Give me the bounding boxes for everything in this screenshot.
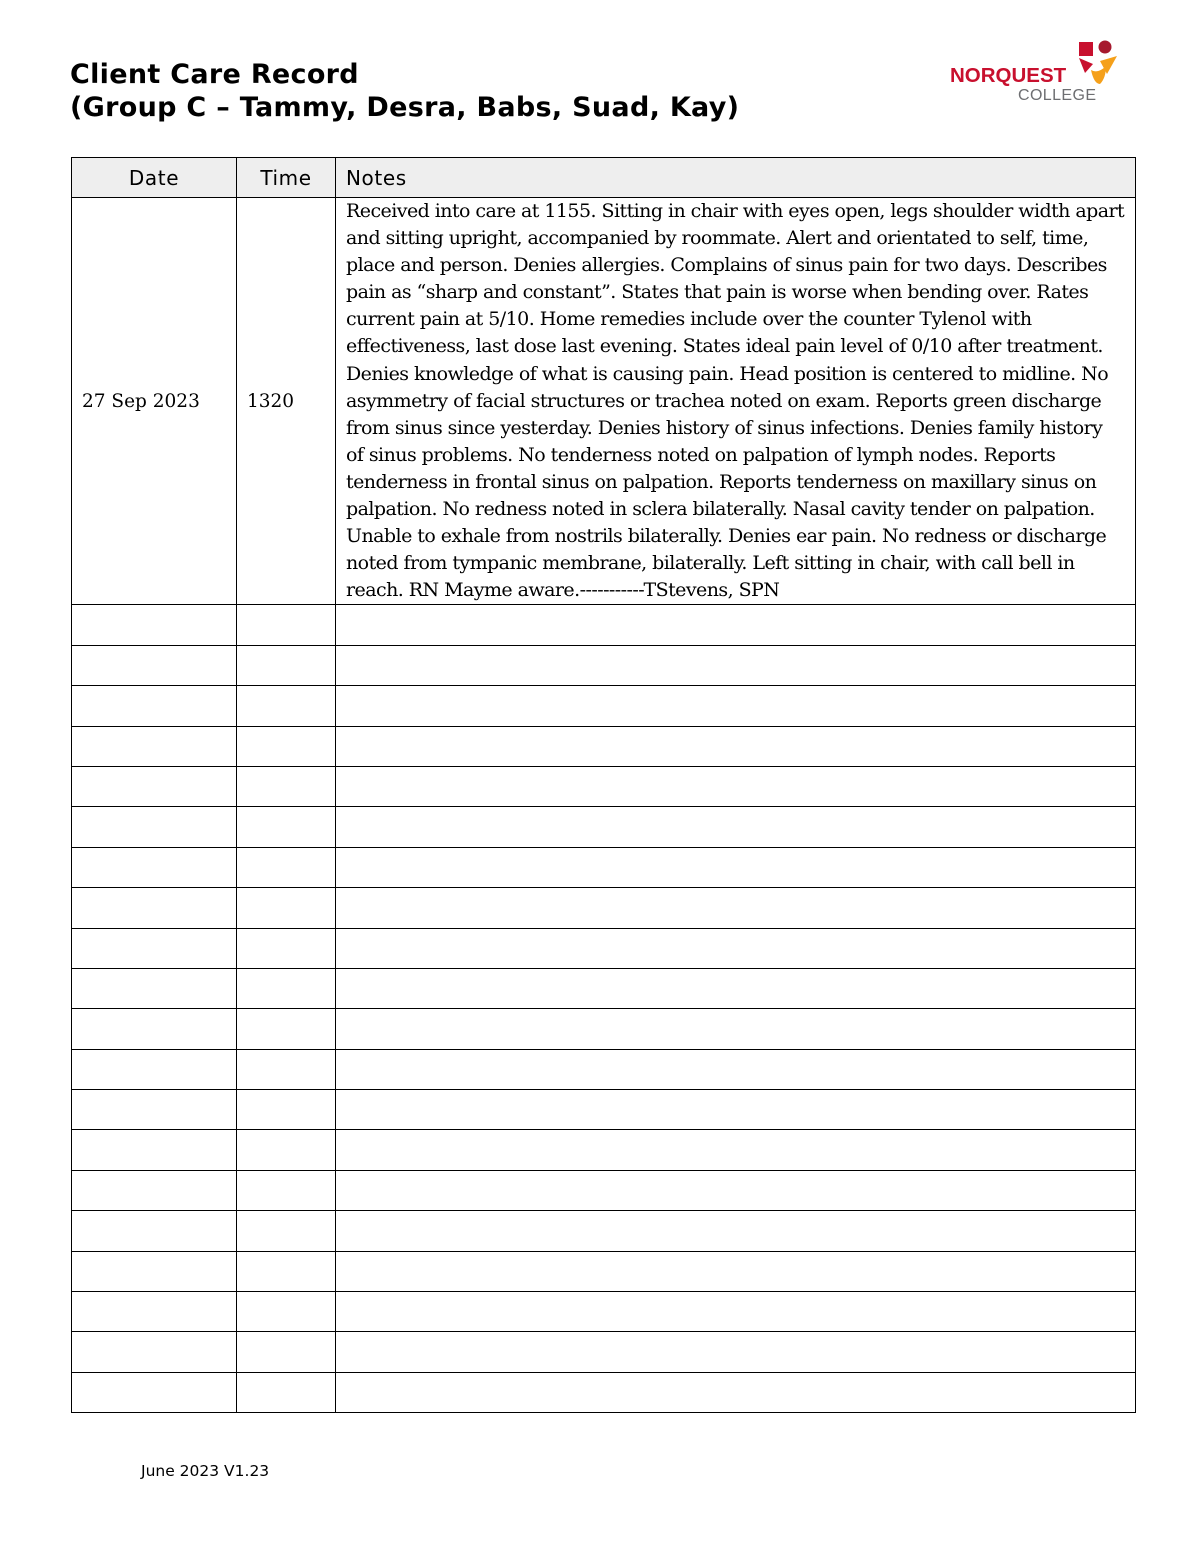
blank-row: [72, 1372, 1136, 1412]
table-row: [72, 198, 1136, 605]
blank-time-cell[interactable]: [237, 1211, 336, 1251]
blank-notes-cell[interactable]: [336, 1332, 1136, 1372]
blank-time-cell[interactable]: [237, 847, 336, 887]
blank-time-cell[interactable]: [237, 928, 336, 968]
blank-date-cell[interactable]: [72, 847, 237, 887]
blank-time-cell[interactable]: [237, 1292, 336, 1332]
blank-time-cell[interactable]: [237, 1170, 336, 1210]
blank-row: [72, 968, 1136, 1008]
blank-notes-cell[interactable]: [336, 1372, 1136, 1412]
blank-date-cell[interactable]: [72, 605, 237, 645]
blank-time-cell[interactable]: [237, 968, 336, 1008]
logo-name-primary: NORQUEST: [950, 64, 1067, 87]
blank-date-cell[interactable]: [72, 726, 237, 766]
table-header-row: [72, 158, 1136, 198]
blank-date-cell[interactable]: [72, 1090, 237, 1130]
blank-notes-cell[interactable]: [336, 726, 1136, 766]
blank-notes-cell[interactable]: [336, 1090, 1136, 1130]
column-header-notes: Notes: [336, 158, 1136, 198]
blank-notes-cell[interactable]: [336, 766, 1136, 806]
blank-row: [72, 888, 1136, 928]
column-header-date: Date: [72, 158, 237, 198]
blank-row: [72, 726, 1136, 766]
blank-notes-cell[interactable]: [336, 847, 1136, 887]
blank-date-cell[interactable]: [72, 686, 237, 726]
blank-row: [72, 686, 1136, 726]
blank-notes-cell[interactable]: [336, 807, 1136, 847]
blank-time-cell[interactable]: [237, 1372, 336, 1412]
blank-date-cell[interactable]: [72, 1170, 237, 1210]
blank-notes-cell[interactable]: [336, 888, 1136, 928]
title-line-2: (Group C – Tammy, Desra, Babs, Suad, Kay): [70, 92, 740, 123]
client-care-table: [71, 157, 1136, 1413]
logo-dark-red-dot: [1099, 41, 1112, 54]
blank-row: [72, 807, 1136, 847]
blank-row: [72, 1251, 1136, 1291]
blank-row: [72, 1170, 1136, 1210]
blank-row: [72, 1090, 1136, 1130]
blank-row: [72, 847, 1136, 887]
blank-time-cell[interactable]: [237, 1009, 336, 1049]
logo-red-triangle: [1079, 58, 1093, 73]
blank-row: [72, 928, 1136, 968]
blank-date-cell[interactable]: [72, 1292, 237, 1332]
blank-row: [72, 605, 1136, 645]
blank-date-cell[interactable]: [72, 807, 237, 847]
blank-date-cell[interactable]: [72, 645, 237, 685]
blank-time-cell[interactable]: [237, 888, 336, 928]
blank-date-cell[interactable]: [72, 1049, 237, 1089]
blank-time-cell[interactable]: [237, 605, 336, 645]
blank-date-cell[interactable]: [72, 888, 237, 928]
blank-notes-cell[interactable]: [336, 1211, 1136, 1251]
blank-date-cell[interactable]: [72, 1211, 237, 1251]
blank-row: [72, 1332, 1136, 1372]
blank-notes-cell[interactable]: [336, 1130, 1136, 1170]
entry-date: 27 Sep 2023: [72, 198, 237, 605]
title-line-1: Client Care Record: [70, 59, 359, 90]
blank-time-cell[interactable]: [237, 1049, 336, 1089]
blank-notes-cell[interactable]: [336, 686, 1136, 726]
blank-date-cell[interactable]: [72, 968, 237, 1008]
blank-date-cell[interactable]: [72, 1332, 237, 1372]
blank-date-cell[interactable]: [72, 766, 237, 806]
blank-date-cell[interactable]: [72, 1009, 237, 1049]
blank-time-cell[interactable]: [237, 686, 336, 726]
blank-notes-cell[interactable]: [336, 1009, 1136, 1049]
column-header-time: Time: [237, 158, 336, 198]
norquest-college-logo: [948, 40, 1120, 106]
blank-date-cell[interactable]: [72, 1251, 237, 1291]
blank-row: [72, 1049, 1136, 1089]
blank-date-cell[interactable]: [72, 928, 237, 968]
blank-date-cell[interactable]: [72, 1372, 237, 1412]
blank-notes-cell[interactable]: [336, 928, 1136, 968]
document-version: June 2023 V1.23: [141, 1462, 270, 1480]
entry-notes: Received into care at 1155. Sitting in chair with eyes open, legs shoulder width apart and sitting upright, accompanied by roommate. Alert and orientated to self, time, place and person. Denies allergies. Complains of sinus pain for two days. Describes pain as “sharp and constant”. States that pain is worse when bending over. Rates current pain at 5/10. Home remedies include over the counter Tylenol with effectiveness, last dose last evening. States ideal pain level of 0/10 after treatment. Denies knowledge of what is causing pain. Head position is centered to midline. No asymmetry of facial structures or trachea noted on exam. Reports green discharge from sinus since yesterday. Denies history of sinus infections. Denies family history of sinus problems. No tenderness noted on palpation of lymph nodes. Reports tenderness in frontal sinus on palpation. Reports tenderness on maxillary sinus on palpation. No redness noted in sclera bilaterally. Nasal cavity tender on palpation. Unable to exhale from nostrils bilaterally. Denies ear pain. No redness or discharge noted from tympanic membrane, bilaterally. Left sitting in chair, with call bell in reach. RN Mayme aware.-----------TStevens, SPN: [336, 198, 1136, 605]
blank-time-cell[interactable]: [237, 1251, 336, 1291]
blank-row: [72, 1009, 1136, 1049]
logo-orange-leaf: [1091, 66, 1106, 84]
blank-row: [72, 645, 1136, 685]
page-title: [70, 58, 739, 124]
logo-red-square: [1079, 42, 1093, 56]
blank-notes-cell[interactable]: [336, 605, 1136, 645]
blank-time-cell[interactable]: [237, 1090, 336, 1130]
blank-notes-cell[interactable]: [336, 1049, 1136, 1089]
blank-date-cell[interactable]: [72, 1130, 237, 1170]
blank-row: [72, 1292, 1136, 1332]
blank-time-cell[interactable]: [237, 1332, 336, 1372]
blank-notes-cell[interactable]: [336, 1251, 1136, 1291]
blank-time-cell[interactable]: [237, 645, 336, 685]
blank-row: [72, 766, 1136, 806]
blank-notes-cell[interactable]: [336, 1292, 1136, 1332]
blank-row: [72, 1211, 1136, 1251]
logo-name-secondary: COLLEGE: [1018, 87, 1097, 104]
blank-time-cell[interactable]: [237, 1130, 336, 1170]
blank-notes-cell[interactable]: [336, 968, 1136, 1008]
blank-notes-cell[interactable]: [336, 645, 1136, 685]
blank-time-cell[interactable]: [237, 807, 336, 847]
blank-row: [72, 1130, 1136, 1170]
blank-notes-cell[interactable]: [336, 1170, 1136, 1210]
blank-time-cell[interactable]: [237, 726, 336, 766]
entry-time: 1320: [237, 198, 336, 605]
blank-time-cell[interactable]: [237, 766, 336, 806]
